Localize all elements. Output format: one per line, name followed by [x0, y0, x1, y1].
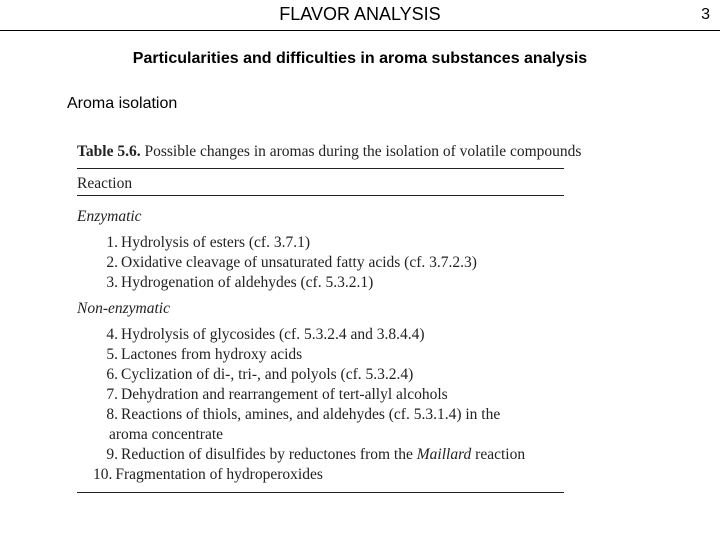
table-top-rule	[77, 168, 564, 169]
row-text: Hydrolysis of esters (cf. 3.7.1)	[121, 234, 310, 251]
row-number: 10.	[93, 466, 113, 483]
table-row	[100, 406, 500, 424]
row-number: 1.	[106, 234, 118, 251]
row-number: 8.	[106, 406, 118, 423]
slide-subtitle: Particularities and difficulties in aroma substances analysis	[132, 50, 588, 67]
row-text-before: Reduction of disulfides by reductones from the	[121, 446, 413, 463]
table-row	[100, 234, 310, 252]
row-text-after: reaction	[475, 446, 526, 463]
row-text: Hydrogenation of aldehydes (cf. 5.3.2.1)	[121, 274, 374, 291]
table-row	[100, 326, 425, 344]
section-label: Aroma isolation	[67, 95, 178, 112]
table-row-continuation: aroma concentrate	[109, 426, 224, 443]
row-text: Fragmentation of hydroperoxides	[115, 466, 323, 483]
page-number: 3	[701, 6, 710, 23]
table-row	[100, 346, 302, 364]
table-row	[100, 446, 525, 464]
table-column-header: Reaction	[77, 175, 133, 192]
table-header-rule	[77, 195, 564, 196]
header-rule	[0, 30, 720, 31]
table-caption	[77, 143, 581, 161]
row-number: 5.	[106, 346, 118, 363]
table-row	[100, 274, 373, 292]
group-label-enzymatic: Enzymatic	[77, 208, 142, 225]
row-text: Dehydration and rearrangement of tert-allyl alcohols	[121, 386, 448, 403]
row-text: Hydrolysis of glycosides (cf. 5.3.2.4 and 3.8.4.4)	[121, 326, 425, 343]
row-text: Reactions of thiols, amines, and aldehydes (cf. 5.3.1.4) in the	[121, 406, 501, 423]
row-text: Cyclization of di-, tri-, and polyols (cf. 5.3.2.4)	[121, 366, 414, 383]
row-number: 6.	[106, 366, 118, 383]
row-number: 2.	[106, 254, 118, 271]
table-caption-label: Table 5.6.	[77, 143, 141, 160]
row-number: 3.	[106, 274, 118, 291]
header-title: FLAVOR ANALYSIS	[279, 4, 441, 24]
row-number: 4.	[106, 326, 118, 343]
table-row	[100, 254, 477, 272]
group-label-non-enzymatic: Non-enzymatic	[77, 300, 170, 317]
table-row	[93, 466, 323, 484]
row-text: Oxidative cleavage of unsaturated fatty acids (cf. 3.7.2.3)	[121, 254, 477, 271]
table-bottom-rule	[77, 492, 564, 493]
row-number: 9.	[106, 446, 118, 463]
row-number: 7.	[106, 386, 118, 403]
row-text: Lactones from hydroxy acids	[121, 346, 303, 363]
table-caption-text: Possible changes in aromas during the isolation of volatile compounds	[144, 143, 582, 160]
table-row	[100, 366, 413, 384]
row-text-italic: Maillard	[416, 446, 472, 463]
table-row	[100, 386, 448, 404]
